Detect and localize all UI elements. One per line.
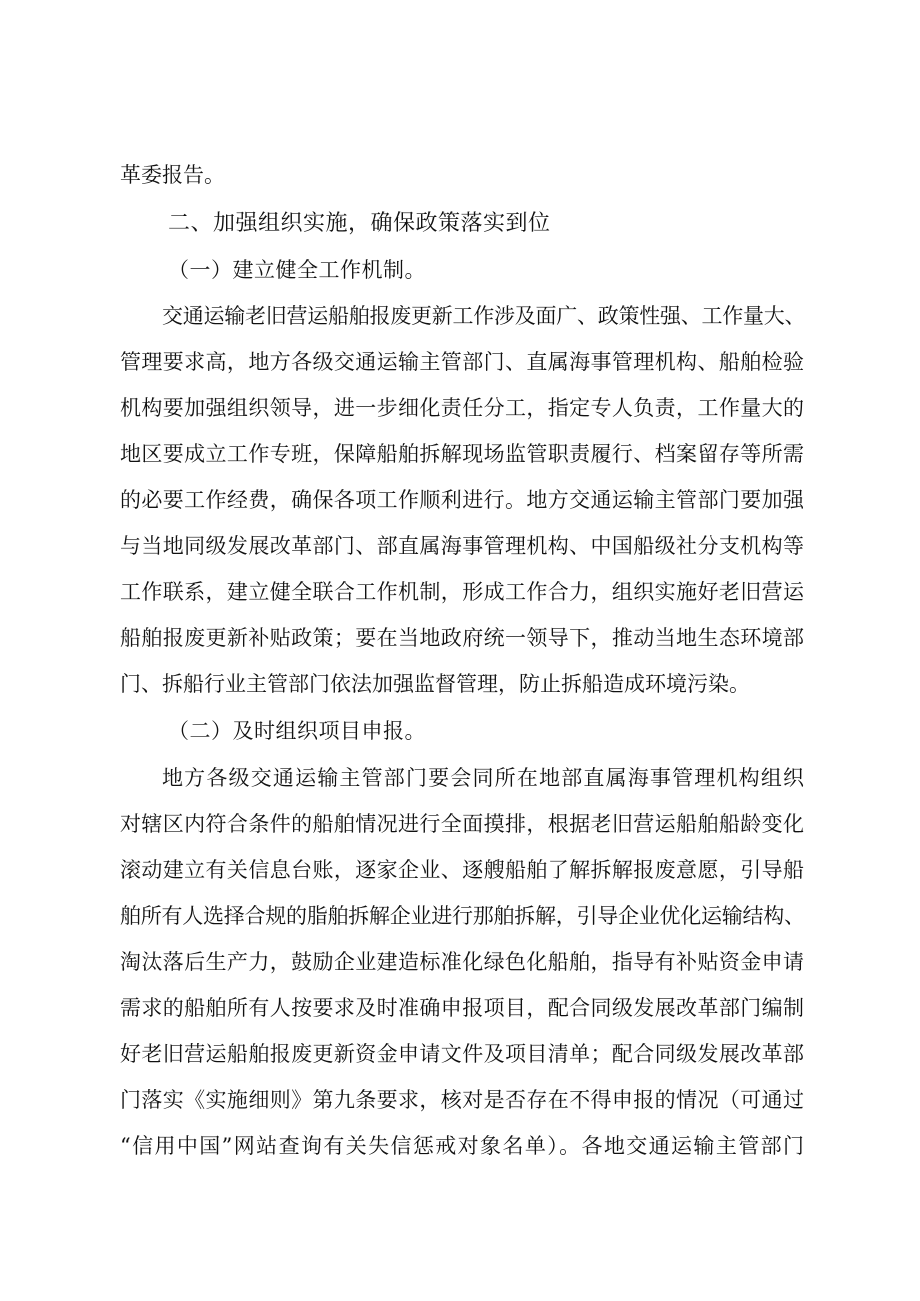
paragraph-1-line: 门、拆船行业主管部门依法加强监督管理，防止拆船造成环境污染。 <box>120 672 750 696</box>
section-heading: 二、加强组织实施，确保政策落实到位 <box>168 211 551 236</box>
subsection-heading-1: （一）建立健全工作机制。 <box>168 258 426 282</box>
paragraph-2-line: 滚动建立有关信息台账，逐家企业、逐艘船舶了解拆解报废意愿，引导船 <box>120 858 804 882</box>
paragraph-continuation: 革委报告。 <box>120 163 225 187</box>
paragraph-2-line: 舶所有人选择合规的脂舶拆解企业进行那舶拆解，引导企业优化运输结构、 <box>120 904 805 928</box>
paragraph-1-line: 地区要成立工作专班，保障船舶拆解现场监管职责履行、档案留存等所需 <box>120 442 804 466</box>
paragraph-1-line: 交通运输老旧营运船舶报废更新工作涉及面广、政策性强、工作量大、 <box>162 304 806 328</box>
paragraph-2-line: 需求的船舶所有人按要求及时准确申报项目，配合同级发展改革部门编制 <box>120 996 804 1020</box>
subsection-heading-2: （二）及时组织项目申报。 <box>168 719 426 743</box>
paragraph-1-line: 机构要加强组织领导，进一步细化责任分工，指定专人负责，工作量大的 <box>120 396 804 420</box>
paragraph-2-line: 地方各级交通运输主管部门要会同所在地部直属海事管理机构组织 <box>162 766 804 790</box>
paragraph-2-line: “信用中国”网站查询有关失信惩戒对象名单）。各地交通运输主管部门 <box>120 1134 804 1158</box>
paragraph-2-line: 对辖区内符合条件的船舶情况进行全面摸排，根据老旧营运船舶船龄变化 <box>120 812 804 836</box>
paragraph-1-line: 船舶报废更新补贴政策；要在当地政府统一领导下，推动当地生态环境部 <box>120 626 804 650</box>
paragraph-1-line: 管理要求高，地方各级交通运输主管部门、直属海事管理机构、船舶检验 <box>120 350 804 374</box>
paragraph-1-line: 的必要工作经费，确保各项工作顺利进行。地方交通运输主管部门要加强 <box>120 488 804 512</box>
paragraph-2-line: 淘汰落后生产力，鼓励企业建造标准化绿色化船舶，指导有补贴资金申请 <box>120 950 804 974</box>
paragraph-1-line: 与当地同级发展改革部门、部直属海事管理机构、中国船级社分支机构等 <box>120 534 804 558</box>
paragraph-1-line: 工作联系，建立健全联合工作机制，形成工作合力，组织实施好老旧营运 <box>120 580 804 604</box>
paragraph-2-line: 门落实《实施细则》第九条要求，核对是否存在不得申报的情况（可通过 <box>120 1088 804 1112</box>
paragraph-2-line: 好老旧营运船舶报废更新资金申请文件及项目清单；配合同级发展改革部 <box>120 1042 804 1066</box>
